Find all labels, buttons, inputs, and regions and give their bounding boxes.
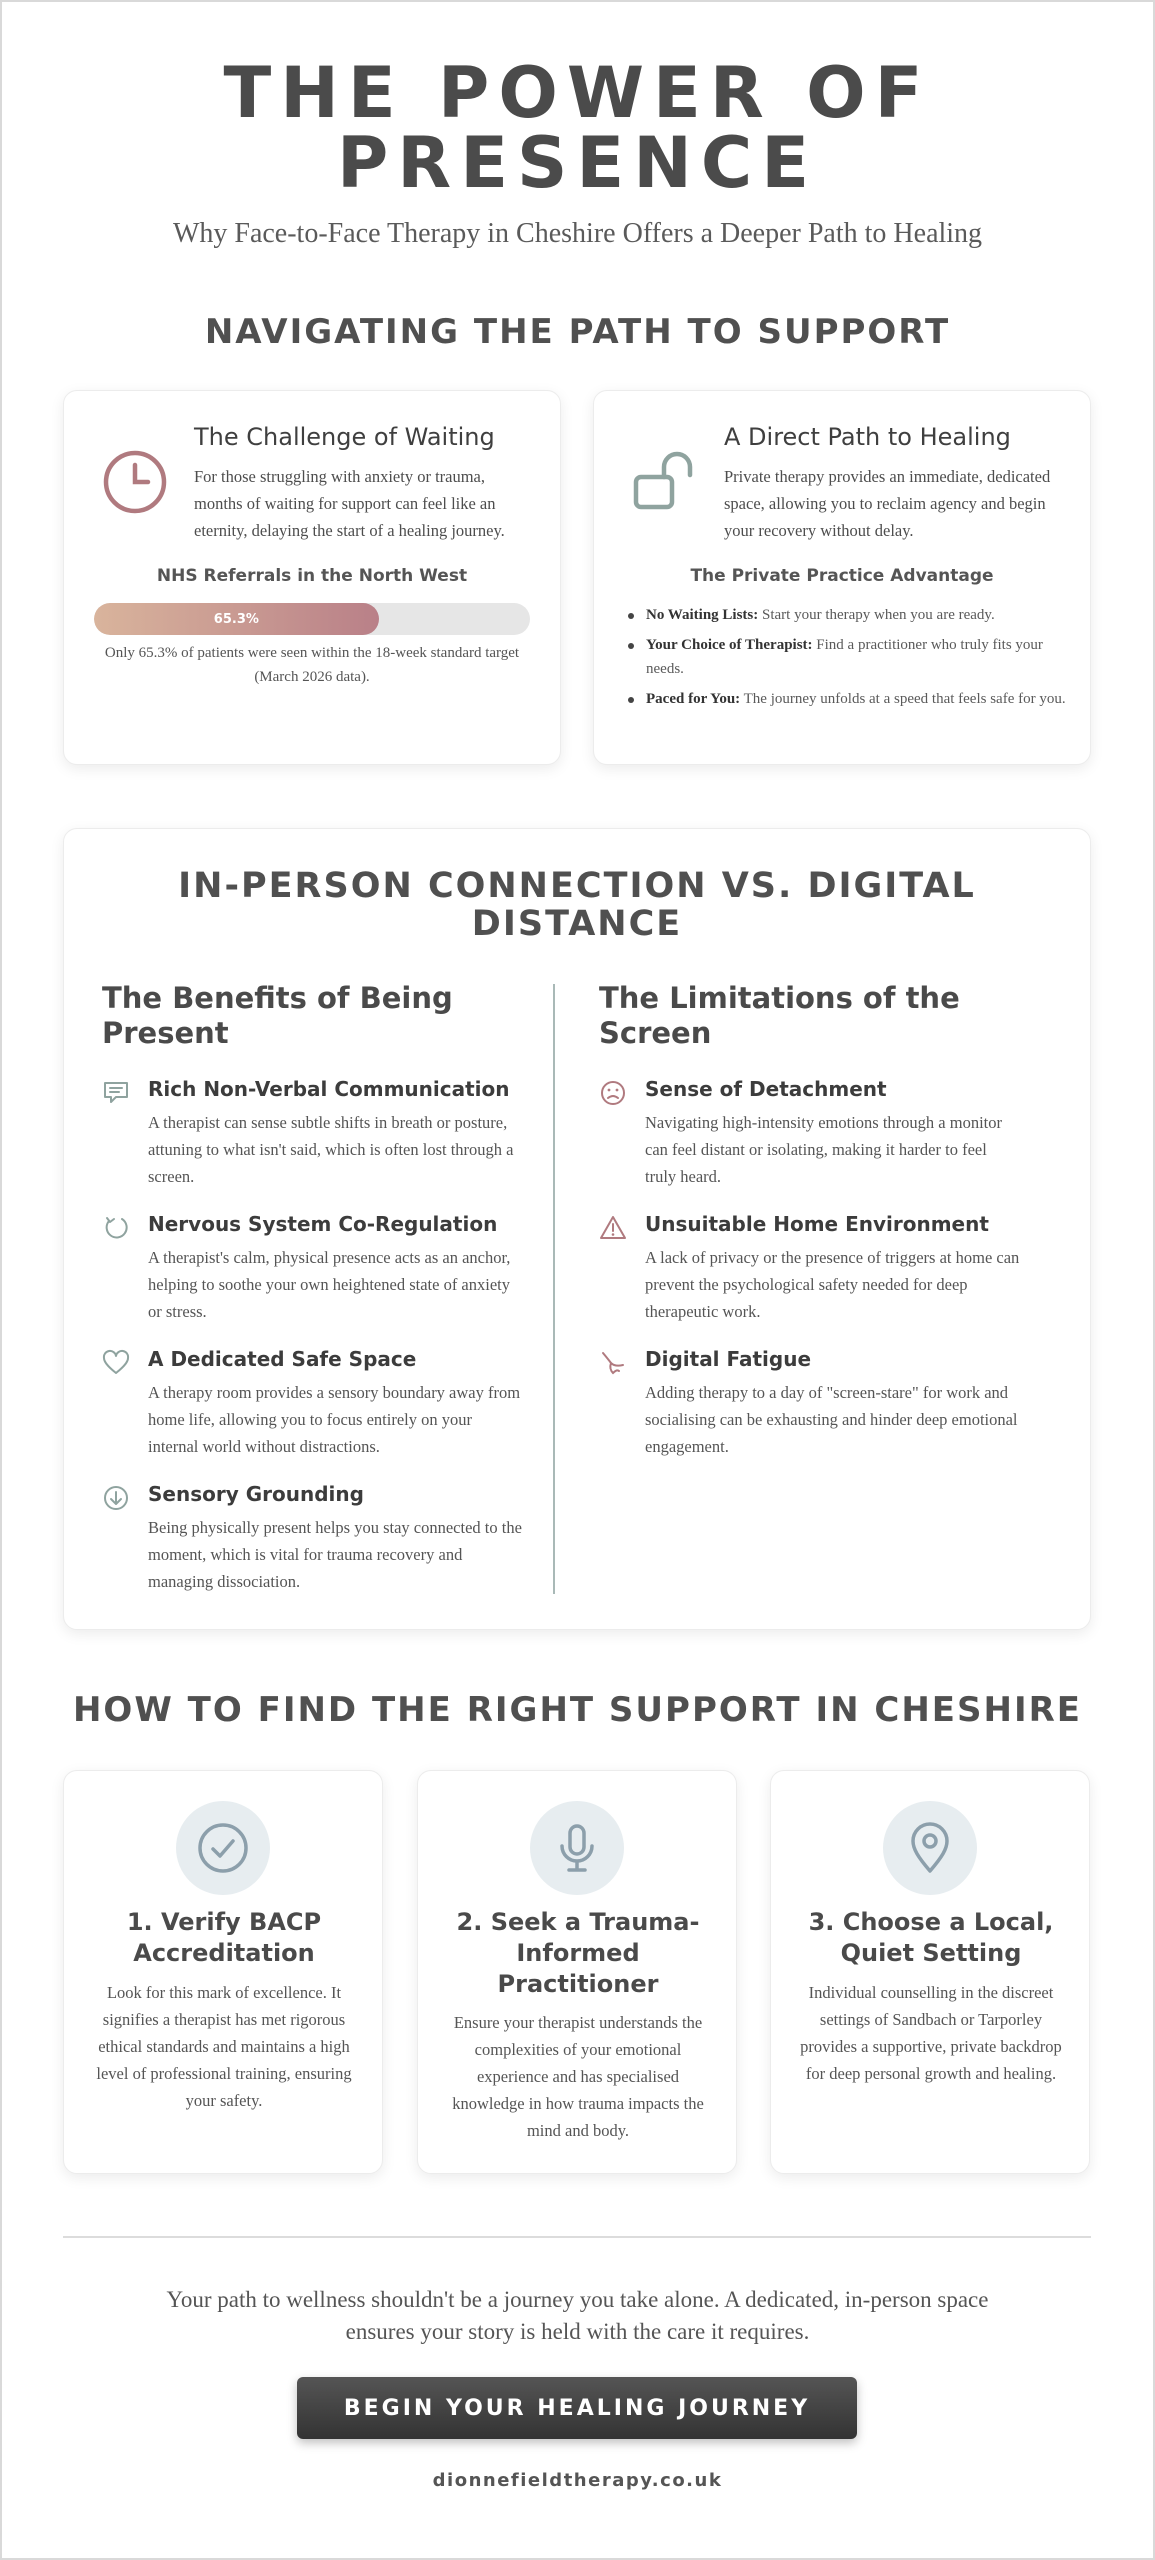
step-icon-circle (530, 1801, 624, 1895)
fatigue-icon (599, 1349, 627, 1377)
unlocked-padlock-icon (630, 447, 700, 517)
check-circle-icon (196, 1821, 250, 1875)
step-body: Individual counselling in the discreet settings of Sandbach or Tarporley provides a supportive, private backdrop for deep personal growth and healing. (800, 1983, 1062, 2083)
clock-icon (100, 447, 170, 517)
nhs-progress-bar (94, 603, 530, 635)
list-item: Paced for You: The journey unfolds at a speed that feels safe for you. (624, 687, 1074, 711)
column-divider (553, 984, 555, 1594)
closing-statement: Your path to wellness shouldn't be a journey you take alone. A dedicated, in-person space ensures your story is held with the care it requires. (166, 2287, 989, 2344)
direct-path-body: Private therapy provides an immediate, dedicated space, allowing you to reclaim agency and begin your recovery without delay. (724, 467, 1051, 540)
heart-icon (102, 1349, 130, 1377)
comparison-title: IN-PERSON CONNECTION VS. DIGITAL DISTANCE (178, 866, 976, 944)
grounding-arrow-icon (102, 1484, 130, 1512)
step-card-local (770, 1770, 1090, 2174)
step-card-verify (63, 1770, 383, 2174)
footer-divider (63, 2236, 1091, 2238)
direct-path-title: A Direct Path to Healing (724, 423, 1011, 451)
waiting-card (63, 390, 561, 765)
page-title: THE POWER OF PRESENCE (223, 52, 932, 204)
nhs-caption: Only 65.3% of patients were seen within the 18-week standard target (March 2026 data). (104, 645, 520, 685)
advantage-list (624, 603, 1074, 717)
step-card-trauma (417, 1770, 737, 2174)
map-pin-icon (903, 1821, 957, 1875)
limitations-heading: The Limitations of the Screen (599, 981, 960, 1050)
page-subtitle: Why Face-to-Face Therapy in Cheshire Offers a Deeper Path to Healing (172, 218, 983, 249)
list-item: No Waiting Lists: Start your therapy when you are ready. (624, 603, 1074, 627)
waiting-title: The Challenge of Waiting (194, 423, 495, 451)
begin-healing-journey-button[interactable]: BEGIN YOUR HEALING JOURNEY (297, 2377, 857, 2439)
warning-triangle-icon (599, 1214, 627, 1242)
step-title: 1. Verify BACP Accreditation (126, 1908, 322, 1967)
private-advantage-heading: The Private Practice Advantage (690, 566, 994, 586)
nhs-referrals-heading: NHS Referrals in the North West (156, 566, 468, 586)
step-icon-circle (176, 1801, 270, 1895)
direct-path-card (593, 390, 1091, 765)
nhs-progress-fill (94, 603, 379, 635)
step-body: Ensure your therapist understands the complexities of your emotional experience and has specialised knowledge in how trauma impacts the mind and body. (452, 2013, 704, 2140)
section-title-navigating: NAVIGATING THE PATH TO SUPPORT (204, 312, 951, 352)
sad-face-icon (599, 1079, 627, 1107)
waiting-body: For those struggling with anxiety or trauma, months of waiting for support can feel like an eternity, delaying the start of a healing journey. (194, 467, 505, 540)
nhs-progress-label: 65.3% (213, 611, 259, 627)
list-item: Your Choice of Therapist: Find a practitioner who truly fits your needs. (624, 633, 1074, 681)
step-icon-circle (883, 1801, 977, 1895)
cycle-icon (102, 1214, 130, 1242)
benefits-heading: The Benefits of Being Present (102, 981, 453, 1050)
website-link[interactable]: dionnefieldtherapy.co.uk (432, 2470, 723, 2491)
step-body: Look for this mark of excellence. It signifies a therapist has met rigorous ethical standards and maintains a high level of professional training, ensuring your safety. (96, 1983, 352, 2110)
step-title: 2. Seek a Trauma-Informed Practitioner (456, 1908, 700, 1998)
comparison-card: IN-PERSON CONNECTION VS. DIGITAL DISTANCE The Benefits of Being Present The Limitations of the Screen Rich Non-Verbal Communication A therapist can sense subtle shifts in breath or posture, attuning to what isn't said, which is often lost through a screen. Nervous System Co-Regulation A therapist's calm, physical presence acts as an anchor, helping to soothe your own heightened state of anxiety or stress. A Dedicated Safe Space A therapy room provides a sensory boundary away from home life, allowing you to focus entirely on your internal world without distractions. Sensory Grounding Being physically present helps you stay connected to the moment, which is vital for trauma recovery and managing dissociation. Sense of Detachment Navigating high-intensity emotions through a monitor can feel distant or isolating, making it harder to feel truly heard. Unsuitable Home Environment A lack of privacy or the presence of triggers at home can prevent the psychological safety needed for deep therapeutic work. Digital Fatigue Adding therapy to a day of "screen-stare" for work and socialising can be exhausting and hinder deep emotional engagement. (63, 828, 1091, 1630)
section-title-find-support: HOW TO FIND THE RIGHT SUPPORT IN CHESHIRE (72, 1690, 1083, 1730)
chat-bubble-icon (102, 1079, 130, 1107)
microphone-icon (550, 1821, 604, 1875)
step-title: 3. Choose a Local, Quiet Setting (808, 1908, 1054, 1967)
